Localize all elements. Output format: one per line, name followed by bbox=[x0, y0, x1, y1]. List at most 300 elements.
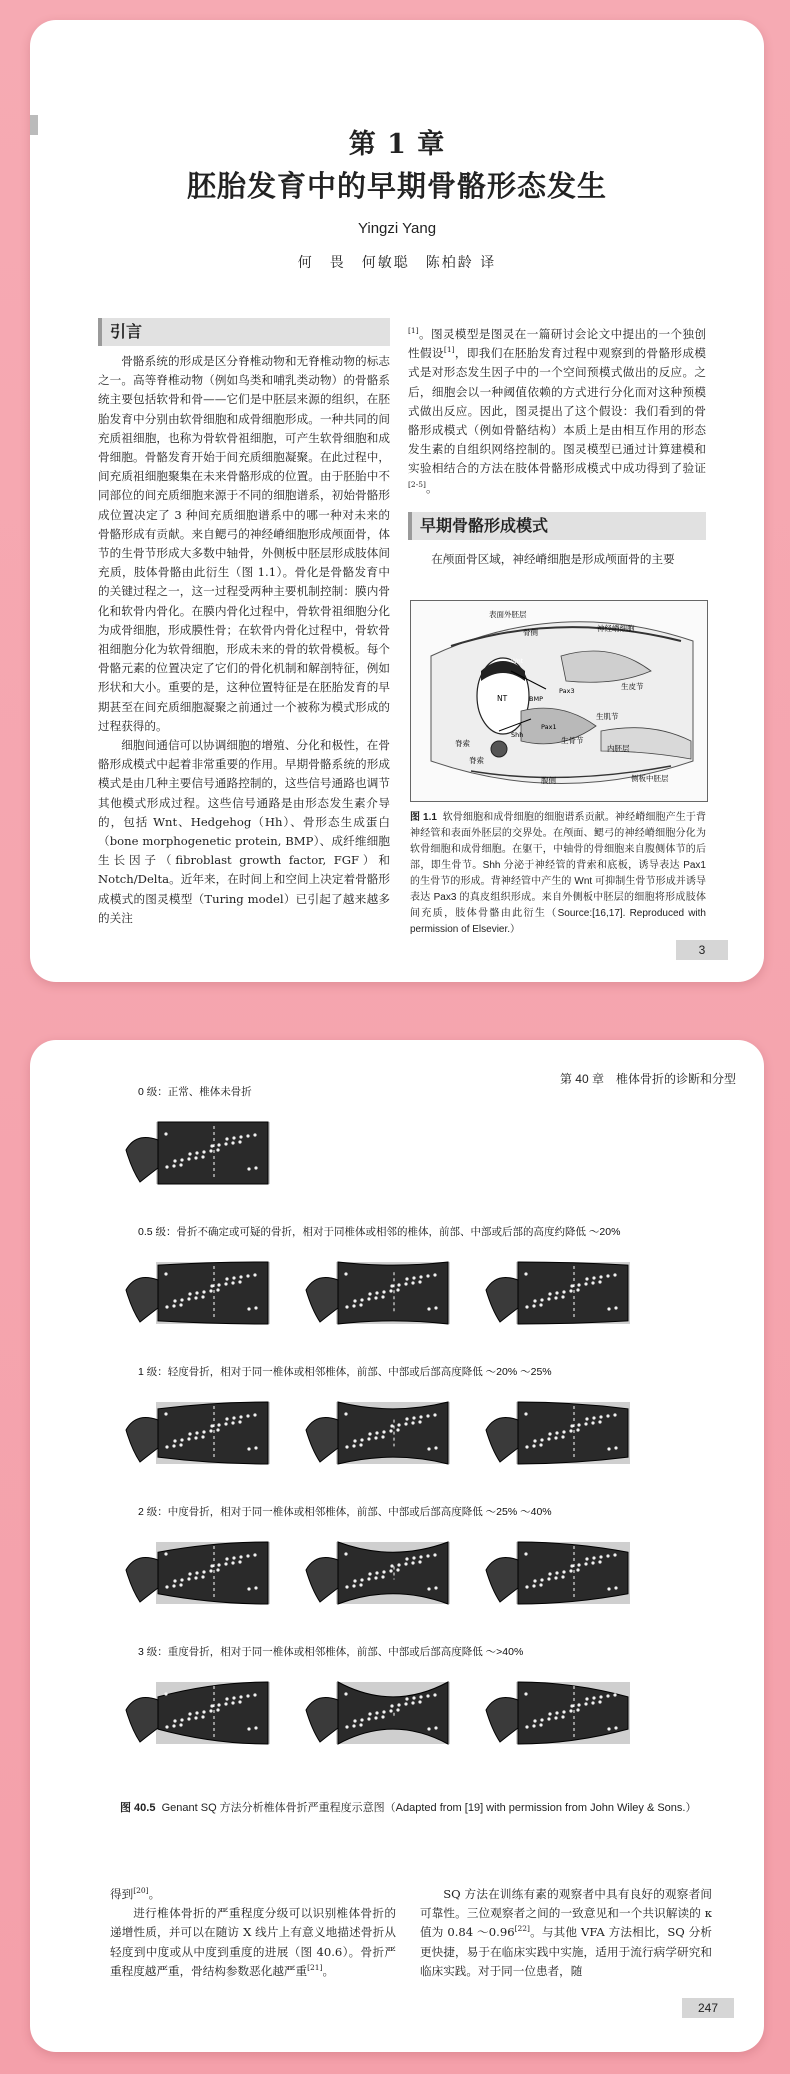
bone-texture-dot bbox=[165, 1305, 168, 1308]
label-pax1: Pax1 bbox=[541, 723, 557, 731]
vertebra-grade-4-type-1 bbox=[298, 1670, 458, 1756]
bone-texture-dot bbox=[577, 1703, 580, 1706]
vertebra-grade-4-type-2 bbox=[478, 1670, 638, 1756]
bone-texture-dot bbox=[411, 1281, 414, 1284]
bone-texture-dot bbox=[389, 1569, 392, 1572]
bone-texture-dot bbox=[352, 1304, 355, 1307]
bone-texture-dot bbox=[396, 1288, 399, 1291]
bone-texture-dot bbox=[554, 1296, 557, 1299]
bone-texture-dot bbox=[614, 1306, 617, 1309]
bone-texture-dot bbox=[359, 1443, 362, 1446]
bone-texture-dot bbox=[397, 1563, 400, 1566]
bone-texture-dot bbox=[216, 1568, 219, 1571]
bone-texture-dot bbox=[253, 1693, 256, 1696]
bone-texture-dot bbox=[353, 1579, 356, 1582]
intro-column-right bbox=[408, 325, 706, 498]
bone-texture-dot bbox=[188, 1432, 191, 1435]
bone-texture-dot bbox=[238, 1700, 241, 1703]
bone-texture-dot bbox=[382, 1290, 385, 1293]
bone-texture-dot bbox=[224, 1422, 227, 1425]
label-lateral-mesoderm: 侧板中胚层 bbox=[631, 774, 669, 783]
bone-texture-dot bbox=[173, 1719, 176, 1722]
label-surface-ectoderm: 表面外胚层 bbox=[489, 610, 527, 619]
bone-texture-dot bbox=[606, 1554, 609, 1557]
label-dermomyotome: 生皮节 bbox=[621, 682, 644, 691]
bone-texture-dot bbox=[614, 1586, 617, 1589]
bone-texture-dot bbox=[525, 1725, 528, 1728]
bone-texture-dot bbox=[216, 1428, 219, 1431]
bone-texture-dot bbox=[555, 1571, 558, 1574]
figure-40-5-caption bbox=[120, 1800, 720, 1816]
bone-texture-dot bbox=[225, 1277, 228, 1280]
bone-texture-dot bbox=[404, 1702, 407, 1705]
right-paragraph-1: SQ 方法在训练有素的观察者中具有良好的观察者间可靠性。三位观察者之间的一致意见和一个共识解读的 κ 值为 0.84 ～0.96[22]。与其他 VFA 方法相比，SQ 分析更快捷，易于在临床实践中实施，适用于流行病学研究和临床实践。对于同一位患者，随 bbox=[420, 1887, 713, 1978]
bone-texture-dot bbox=[232, 1136, 235, 1139]
posterior-process-shape bbox=[306, 1558, 338, 1602]
page-number-247: 247 bbox=[682, 1998, 734, 2018]
bone-texture-dot bbox=[345, 1585, 348, 1588]
early-paragraph-1: 在颅面骨区域，神经嵴细胞是形成颅面骨的主要 bbox=[431, 552, 675, 566]
bone-texture-dot bbox=[359, 1303, 362, 1306]
bone-texture-dot bbox=[195, 1431, 198, 1434]
bone-texture-dot bbox=[352, 1724, 355, 1727]
bone-texture-dot bbox=[179, 1443, 182, 1446]
bone-texture-dot bbox=[547, 1717, 550, 1720]
bone-texture-dot bbox=[210, 1424, 213, 1427]
bone-texture-dot bbox=[569, 1429, 572, 1432]
bone-texture-dot bbox=[188, 1292, 191, 1295]
page-card-2 bbox=[30, 1040, 764, 2052]
bone-texture-dot bbox=[547, 1297, 550, 1300]
bone-texture-dot bbox=[533, 1579, 536, 1582]
bone-texture-dot bbox=[239, 1555, 242, 1558]
bone-texture-dot bbox=[405, 1557, 408, 1560]
grade-label-2: 1 级：轻度骨折，相对于同一椎体或相邻椎体，前部、中部或后部高度降低 ～20% ～25% bbox=[138, 1366, 552, 1378]
bone-texture-dot bbox=[539, 1303, 542, 1306]
bone-texture-dot bbox=[180, 1438, 183, 1441]
bone-texture-dot bbox=[433, 1413, 436, 1416]
bone-texture-dot bbox=[374, 1576, 377, 1579]
bone-texture-dot bbox=[540, 1438, 543, 1441]
bone-texture-dot bbox=[381, 1715, 384, 1718]
bone-texture-dot bbox=[368, 1712, 371, 1715]
bone-texture-dot bbox=[419, 1555, 422, 1558]
bone-texture-dot bbox=[554, 1716, 557, 1719]
posterior-process-shape bbox=[306, 1698, 338, 1742]
bone-texture-dot bbox=[434, 1726, 437, 1729]
bone-texture-dot bbox=[555, 1431, 558, 1434]
bone-texture-dot bbox=[381, 1295, 384, 1298]
bone-texture-dot bbox=[411, 1561, 414, 1564]
bone-texture-dot bbox=[411, 1701, 414, 1704]
bone-texture-dot bbox=[217, 1143, 220, 1146]
left-paragraph-1: 得到[20]。 bbox=[110, 1886, 161, 1901]
intro-column-left bbox=[98, 352, 390, 928]
bone-texture-dot bbox=[173, 1439, 176, 1442]
bone-texture-dot bbox=[246, 1414, 249, 1417]
section-heading-intro: 引言 bbox=[98, 318, 390, 346]
label-gut: 腹侧 bbox=[541, 776, 556, 785]
bone-texture-dot bbox=[179, 1583, 182, 1586]
bone-texture-dot bbox=[570, 1284, 573, 1287]
bone-texture-dot bbox=[360, 1298, 363, 1301]
bone-texture-dot bbox=[187, 1717, 190, 1720]
bone-texture-dot bbox=[598, 1700, 601, 1703]
bone-texture-dot bbox=[172, 1164, 175, 1167]
bone-texture-dot bbox=[524, 1692, 527, 1695]
bone-texture-dot bbox=[555, 1291, 558, 1294]
bone-texture-dot bbox=[533, 1719, 536, 1722]
bone-texture-dot bbox=[525, 1445, 528, 1448]
label-shh: Shh bbox=[511, 731, 524, 739]
bone-texture-dot bbox=[352, 1584, 355, 1587]
posterior-process-shape bbox=[126, 1278, 158, 1322]
bone-texture-dot bbox=[202, 1430, 205, 1433]
bone-texture-dot bbox=[381, 1435, 384, 1438]
bone-texture-dot bbox=[539, 1443, 542, 1446]
bone-texture-dot bbox=[375, 1291, 378, 1294]
bone-texture-dot bbox=[164, 1552, 167, 1555]
label-notochord: 脊索 bbox=[469, 756, 484, 765]
bone-texture-dot bbox=[253, 1133, 256, 1136]
bone-texture-dot bbox=[247, 1167, 250, 1170]
bone-texture-dot bbox=[390, 1704, 393, 1707]
bone-texture-dot bbox=[224, 1702, 227, 1705]
bone-texture-dot bbox=[180, 1578, 183, 1581]
bone-texture-dot bbox=[232, 1276, 235, 1279]
vertebra-grade-0-type-0 bbox=[118, 1110, 278, 1196]
bone-texture-dot bbox=[172, 1584, 175, 1587]
bone-texture-dot bbox=[173, 1579, 176, 1582]
label-sclerotome-b: 生骨节 bbox=[561, 736, 584, 745]
bone-texture-dot bbox=[569, 1569, 572, 1572]
grade-label-3: 2 级：中度骨折，相对于同一椎体或相邻椎体，前部、中部或后部高度降低 ～25% ～40% bbox=[138, 1506, 552, 1518]
bone-texture-dot bbox=[397, 1703, 400, 1706]
bone-texture-dot bbox=[231, 1141, 234, 1144]
bone-texture-dot bbox=[405, 1697, 408, 1700]
bone-texture-dot bbox=[187, 1577, 190, 1580]
figure-1-1-number: 图 1.1 bbox=[410, 812, 437, 823]
bone-texture-dot bbox=[591, 1281, 594, 1284]
bone-texture-dot bbox=[562, 1290, 565, 1293]
bone-texture-dot bbox=[254, 1726, 257, 1729]
label-neural-crest: 神经嵴细胞 bbox=[597, 624, 635, 633]
bone-texture-dot bbox=[374, 1296, 377, 1299]
bone-texture-dot bbox=[194, 1436, 197, 1439]
bone-texture-dot bbox=[412, 1416, 415, 1419]
cite-2: [1] bbox=[443, 345, 455, 355]
bone-texture-dot bbox=[396, 1568, 399, 1571]
bone-texture-dot bbox=[532, 1724, 535, 1727]
bone-texture-dot bbox=[209, 1569, 212, 1572]
bone-texture-dot bbox=[607, 1307, 610, 1310]
bone-texture-dot bbox=[532, 1444, 535, 1447]
bone-texture-dot bbox=[254, 1166, 257, 1169]
bone-texture-dot bbox=[614, 1726, 617, 1729]
bone-texture-dot bbox=[353, 1439, 356, 1442]
bone-texture-dot bbox=[569, 1289, 572, 1292]
bone-texture-dot bbox=[591, 1421, 594, 1424]
label-nt: NT bbox=[497, 694, 508, 703]
bone-texture-dot bbox=[427, 1447, 430, 1450]
posterior-process-shape bbox=[126, 1418, 158, 1462]
bone-texture-dot bbox=[239, 1415, 242, 1418]
bone-texture-dot bbox=[592, 1696, 595, 1699]
vertebral-body-shape bbox=[158, 1402, 268, 1464]
bone-texture-dot bbox=[360, 1438, 363, 1441]
bone-texture-dot bbox=[180, 1158, 183, 1161]
bone-texture-dot bbox=[532, 1584, 535, 1587]
bone-texture-dot bbox=[231, 1701, 234, 1704]
bone-texture-dot bbox=[606, 1414, 609, 1417]
bone-texture-dot bbox=[254, 1446, 257, 1449]
bone-texture-dot bbox=[231, 1421, 234, 1424]
label-myotome: 骨侧 bbox=[523, 628, 538, 637]
bone-texture-dot bbox=[382, 1430, 385, 1433]
bone-texture-dot bbox=[433, 1693, 436, 1696]
bone-texture-dot bbox=[570, 1704, 573, 1707]
posterior-process-shape bbox=[126, 1138, 158, 1182]
bone-texture-dot bbox=[562, 1570, 565, 1573]
bone-texture-dot bbox=[195, 1571, 198, 1574]
bone-texture-dot bbox=[562, 1430, 565, 1433]
bone-texture-dot bbox=[194, 1296, 197, 1299]
bone-texture-dot bbox=[433, 1553, 436, 1556]
bone-texture-dot bbox=[540, 1298, 543, 1301]
figure-40-5-number: 图 40.5 bbox=[120, 1802, 156, 1814]
bone-texture-dot bbox=[231, 1281, 234, 1284]
posterior-process-shape bbox=[126, 1558, 158, 1602]
bone-texture-dot bbox=[418, 1420, 421, 1423]
bone-texture-dot bbox=[209, 1429, 212, 1432]
bone-texture-dot bbox=[165, 1165, 168, 1168]
bone-texture-dot bbox=[187, 1157, 190, 1160]
bone-texture-dot bbox=[375, 1711, 378, 1714]
bone-texture-dot bbox=[533, 1439, 536, 1442]
bone-texture-dot bbox=[427, 1587, 430, 1590]
bone-texture-dot bbox=[419, 1695, 422, 1698]
vertebra-grade-2-type-0 bbox=[118, 1390, 278, 1476]
bone-texture-dot bbox=[569, 1709, 572, 1712]
bone-texture-dot bbox=[599, 1415, 602, 1418]
bone-texture-dot bbox=[216, 1288, 219, 1291]
bone-texture-dot bbox=[390, 1564, 393, 1567]
bone-texture-dot bbox=[570, 1424, 573, 1427]
grade-label-1: 0.5 级：骨折不确定或可疑的骨折，相对于同椎体或相邻的椎体，前部、中部或后部的高度约降低 ～20% bbox=[138, 1226, 621, 1238]
cite-1: [1] bbox=[408, 326, 419, 336]
bone-texture-dot bbox=[613, 1693, 616, 1696]
bone-texture-dot bbox=[426, 1414, 429, 1417]
bone-texture-dot bbox=[217, 1703, 220, 1706]
bone-texture-dot bbox=[404, 1282, 407, 1285]
bone-texture-dot bbox=[194, 1156, 197, 1159]
bone-texture-dot bbox=[253, 1273, 256, 1276]
figure-1-1-caption bbox=[410, 810, 706, 938]
vertebra-grade-3-type-2 bbox=[478, 1530, 638, 1616]
bone-texture-dot bbox=[179, 1303, 182, 1306]
bone-texture-dot bbox=[426, 1274, 429, 1277]
bone-texture-dot bbox=[367, 1437, 370, 1440]
label-pax3: Pax3 bbox=[559, 687, 575, 695]
bone-texture-dot bbox=[179, 1163, 182, 1166]
bone-texture-dot bbox=[540, 1718, 543, 1721]
vertebral-body-shape bbox=[158, 1122, 268, 1184]
bone-texture-dot bbox=[539, 1723, 542, 1726]
bone-texture-dot bbox=[599, 1695, 602, 1698]
bone-texture-dot bbox=[382, 1570, 385, 1573]
bone-texture-dot bbox=[561, 1715, 564, 1718]
bone-texture-dot bbox=[217, 1563, 220, 1566]
bone-texture-dot bbox=[374, 1436, 377, 1439]
label-wnt: Wnt bbox=[511, 658, 524, 665]
label-bmp: BMP bbox=[529, 695, 543, 703]
bone-texture-dot bbox=[390, 1424, 393, 1427]
bone-texture-dot bbox=[418, 1560, 421, 1563]
bone-texture-dot bbox=[585, 1557, 588, 1560]
posterior-process-shape bbox=[486, 1278, 518, 1322]
bone-texture-dot bbox=[599, 1555, 602, 1558]
bone-texture-dot bbox=[238, 1280, 241, 1283]
chapter-number: 第 1 章 bbox=[348, 129, 446, 160]
bone-texture-dot bbox=[576, 1288, 579, 1291]
bone-texture-dot bbox=[202, 1290, 205, 1293]
running-head: 第 40 章 椎体骨折的诊断和分型 bbox=[559, 1072, 736, 1086]
bone-texture-dot bbox=[165, 1445, 168, 1448]
bone-texture-dot bbox=[540, 1578, 543, 1581]
bone-texture-dot bbox=[201, 1155, 204, 1158]
grade-label-0: 0 级：正常、椎体未骨折 bbox=[138, 1086, 252, 1098]
bone-texture-dot bbox=[359, 1583, 362, 1586]
bone-texture-dot bbox=[412, 1276, 415, 1279]
bone-texture-dot bbox=[591, 1701, 594, 1704]
bone-texture-dot bbox=[165, 1725, 168, 1728]
vertebral-body-shape bbox=[338, 1402, 448, 1464]
bone-texture-dot bbox=[548, 1292, 551, 1295]
intro-paragraph-2-continued: [1]。图灵模型是图灵在一篇研讨会论文中提出的一个独创性假设[1]，即我们在胚胎发育过程中观察到的骨骼形成模式是对形态发生因子中的一个空间预模式做出的反应。之后，细胞会以一种阈值依赖的方式进行分化而对这种预模式做出反应。因此，图灵提出了这个假设：我们看到的骨骼形成模式（例如骨骼结构）本质上是由相互作用的形态发生素的自组织网络控制的。图灵模型已通过计算建模和实验相结合的方法在肢体骨骼形成模式中成功得到了验证[2-5]。 bbox=[408, 326, 706, 495]
bone-texture-dot bbox=[418, 1280, 421, 1283]
bone-texture-dot bbox=[202, 1570, 205, 1573]
bone-texture-dot bbox=[217, 1423, 220, 1426]
left-paragraph-2: 进行椎体骨折的严重程度分级可以识别椎体骨折的递增性质，并可以在随访 X 线片上有意义地描述骨折从轻度到中度或从中度到重度的进展（图 40.6）。骨折严重程度越严重，骨结构参数恶化越严重[21]。 bbox=[110, 1906, 396, 1978]
bone-texture-dot bbox=[164, 1412, 167, 1415]
early-patterning-column bbox=[408, 550, 706, 569]
bone-texture-dot bbox=[187, 1437, 190, 1440]
bone-texture-dot bbox=[555, 1711, 558, 1714]
bone-texture-dot bbox=[344, 1552, 347, 1555]
bone-texture-dot bbox=[368, 1432, 371, 1435]
vertebral-body-shape bbox=[338, 1262, 448, 1324]
bone-texture-dot bbox=[606, 1274, 609, 1277]
bone-texture-dot bbox=[412, 1556, 415, 1559]
bone-texture-dot bbox=[524, 1412, 527, 1415]
bone-texture-dot bbox=[195, 1291, 198, 1294]
bone-texture-dot bbox=[247, 1587, 250, 1590]
bone-texture-dot bbox=[577, 1423, 580, 1426]
bone-texture-dot bbox=[396, 1708, 399, 1711]
bone-texture-dot bbox=[592, 1416, 595, 1419]
bone-texture-dot bbox=[188, 1152, 191, 1155]
bone-texture-dot bbox=[344, 1412, 347, 1415]
bone-texture-dot bbox=[375, 1571, 378, 1574]
bone-texture-dot bbox=[561, 1295, 564, 1298]
bone-texture-dot bbox=[179, 1723, 182, 1726]
bone-texture-dot bbox=[194, 1716, 197, 1719]
bone-texture-dot bbox=[173, 1299, 176, 1302]
bone-texture-dot bbox=[247, 1447, 250, 1450]
bone-texture-dot bbox=[585, 1277, 588, 1280]
grade-label-4: 3 级：重度骨折，相对于同一椎体或相邻椎体，前部、中部或后部高度降低 ～>40% bbox=[138, 1646, 524, 1658]
bone-texture-dot bbox=[344, 1272, 347, 1275]
bone-texture-dot bbox=[598, 1420, 601, 1423]
cite-3: [2-5] bbox=[408, 479, 426, 489]
bone-texture-dot bbox=[239, 1135, 242, 1138]
bone-texture-dot bbox=[172, 1444, 175, 1447]
bone-texture-dot bbox=[405, 1277, 408, 1280]
bone-texture-dot bbox=[164, 1692, 167, 1695]
chapter-title: 胚胎发育中的早期骨骼形态发生 bbox=[186, 169, 607, 203]
bone-texture-dot bbox=[164, 1272, 167, 1275]
intro-paragraph-1: 骨骼系统的形成是区分脊椎动物和无脊椎动物的标志之一。高等脊椎动物（例如鸟类和哺乳类动物）的骨骼系统主要包括软骨和骨——它们是中胚层来源的组织，在胚胎发育中分别由软骨细胞和成骨细胞形成。一种共同的间充质祖细胞，也称为骨软骨祖细胞，可产生软骨细胞和成骨细胞。骨骼发育开始于间充质细胞凝聚。在此过程中，间充质祖细胞聚集在未来骨骼形成的位置。由于胚胎中不同部位的间充质细胞来源于不同的细胞谱系，初始骨骼形成位置决定了 3 种间充质细胞谱系中的哪一种对未来的骨骼形成有贡献。来自鳃弓的神经嵴细胞形成颅面骨，体节的生骨节形成大多数中轴骨，外侧板中胚层形成肢体间充质，肢体骨骼由此衍生（图 1.1）。骨化是骨骼发育中的关键过程之一，这一过程受两种主要机制控制：膜内骨化和软骨内骨化。在膜内骨化过程中，骨软骨祖细胞分化为成骨细胞，形成膜性骨；在软骨内骨化过程中，骨软骨祖细胞分化为软骨细胞，形成未来的骨的软骨模板。每个骨骼元素的位置决定了它们的骨化机制和解剖特征，例如形状和大小。重要的是，这种位置特征是在胚胎发育的早期甚至在间充质细胞凝聚之前通过一个被称为模式形成的过程获得的。 bbox=[98, 354, 390, 733]
vertebral-body-shape bbox=[518, 1402, 628, 1464]
bone-texture-dot bbox=[389, 1289, 392, 1292]
bone-texture-dot bbox=[434, 1306, 437, 1309]
bone-texture-dot bbox=[426, 1694, 429, 1697]
bone-texture-dot bbox=[367, 1297, 370, 1300]
section-heading-early-patterning: 早期骨骼形成模式 bbox=[408, 512, 706, 540]
bone-texture-dot bbox=[397, 1283, 400, 1286]
bone-texture-dot bbox=[209, 1289, 212, 1292]
bone-texture-dot bbox=[548, 1572, 551, 1575]
bone-texture-dot bbox=[188, 1572, 191, 1575]
bone-texture-dot bbox=[591, 1561, 594, 1564]
bone-texture-dot bbox=[613, 1413, 616, 1416]
bone-texture-dot bbox=[209, 1709, 212, 1712]
vertebral-body-shape bbox=[518, 1542, 628, 1604]
bone-texture-dot bbox=[397, 1423, 400, 1426]
bone-texture-dot bbox=[239, 1695, 242, 1698]
bone-texture-dot bbox=[584, 1702, 587, 1705]
bone-texture-dot bbox=[353, 1719, 356, 1722]
bone-texture-dot bbox=[412, 1696, 415, 1699]
bone-texture-dot bbox=[390, 1284, 393, 1287]
bone-texture-dot bbox=[246, 1554, 249, 1557]
chapter-author: Yingzi Yang bbox=[357, 220, 437, 237]
bone-texture-dot bbox=[246, 1694, 249, 1697]
bone-texture-dot bbox=[238, 1560, 241, 1563]
bone-texture-dot bbox=[165, 1585, 168, 1588]
bone-texture-dot bbox=[525, 1305, 528, 1308]
bone-texture-dot bbox=[231, 1561, 234, 1564]
bone-texture-dot bbox=[374, 1716, 377, 1719]
bone-texture-dot bbox=[548, 1712, 551, 1715]
bone-texture-dot bbox=[614, 1446, 617, 1449]
bone-texture-dot bbox=[577, 1283, 580, 1286]
bone-texture-dot bbox=[427, 1727, 430, 1730]
bone-texture-dot bbox=[576, 1708, 579, 1711]
posterior-process-shape bbox=[306, 1278, 338, 1322]
label-sclerotome-a: 生肌节 bbox=[596, 712, 619, 721]
bone-texture-dot bbox=[368, 1572, 371, 1575]
bone-texture-dot bbox=[225, 1697, 228, 1700]
bone-texture-dot bbox=[539, 1583, 542, 1586]
bone-texture-dot bbox=[576, 1428, 579, 1431]
notochord-shape bbox=[491, 741, 507, 757]
bone-texture-dot bbox=[599, 1275, 602, 1278]
vertebral-body-shape bbox=[158, 1542, 268, 1604]
bone-texture-dot bbox=[360, 1718, 363, 1721]
bone-texture-dot bbox=[216, 1708, 219, 1711]
bone-texture-dot bbox=[368, 1292, 371, 1295]
